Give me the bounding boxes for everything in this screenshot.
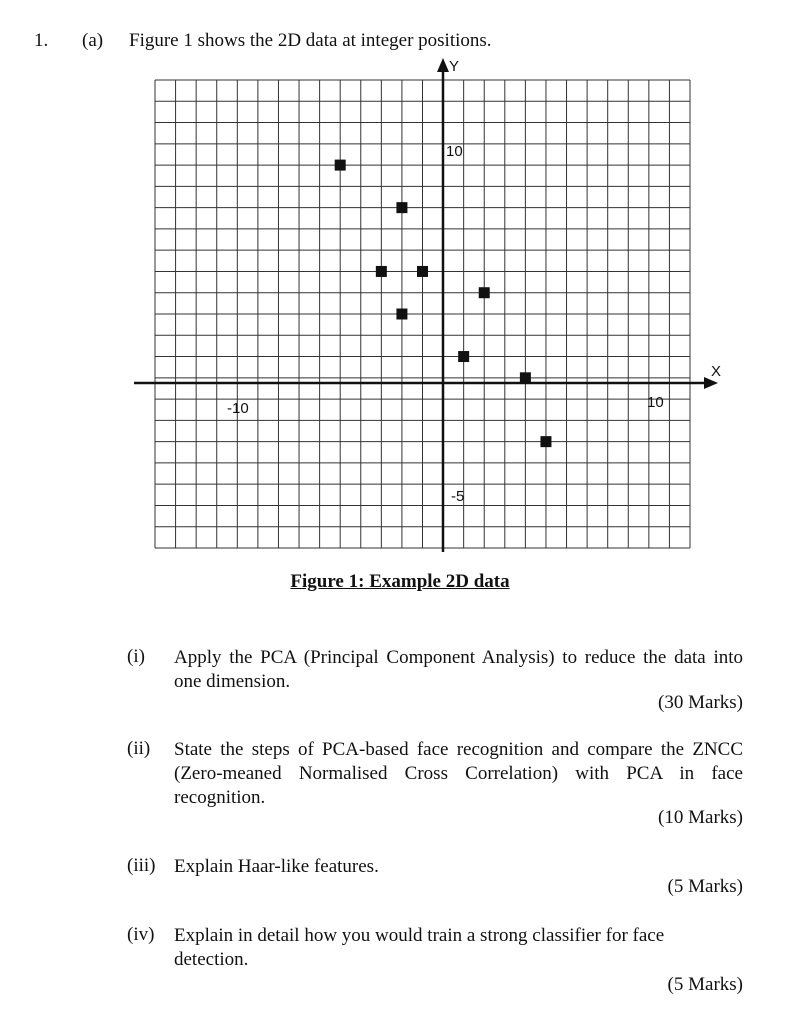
subquestion-text-iii: Explain Haar-like features.: [174, 856, 379, 877]
subquestion-label-iii: (iii): [127, 855, 156, 876]
subquestion-text-iv: Explain in detail how you would train a strong classifier for face detection.: [174, 925, 665, 970]
figure-caption-text: Figure 1: Example 2D data: [290, 571, 510, 592]
subquestion-marks-iii: (5 Marks): [667, 876, 743, 897]
x-tick-label-neg: -10: [227, 400, 249, 417]
data-point-marker: [376, 266, 387, 277]
subquestion-marks-i: (30 Marks): [658, 692, 743, 713]
data-point-marker: [335, 160, 346, 171]
subquestion-marks-iv: (5 Marks): [667, 974, 743, 995]
x-axis-label: X: [711, 363, 722, 380]
question-part-label: (a): [82, 30, 104, 51]
data-point-marker: [396, 309, 407, 320]
subquestion-label-ii: (ii): [127, 738, 151, 759]
axes: [134, 58, 721, 552]
grid: [155, 80, 690, 548]
y-tick-label-neg: -5: [451, 488, 465, 505]
question-number: 1.: [34, 30, 49, 51]
subquestion-text-i: Apply the PCA (Principal Component Analysis) to reduce the data into one dimension.: [174, 647, 743, 692]
question-intro: Figure 1 shows the 2D data at integer positions.: [129, 30, 492, 51]
figure-caption: [0, 571, 800, 593]
subquestion-label-iv: (iv): [127, 924, 155, 945]
x-tick-label-pos: 10: [647, 394, 664, 411]
subquestion-marks-ii: (10 Marks): [658, 807, 743, 828]
y-tick-label-pos: 10: [446, 143, 463, 160]
data-point-marker: [520, 372, 531, 383]
subquestion-label-i: (i): [127, 646, 145, 667]
data-point-marker: [396, 202, 407, 213]
subquestion-text-ii: State the steps of PCA-based face recognition and compare the ZNCC (Zero-meaned Normalised Cross Correlation) with PCA in face recognition.: [174, 739, 743, 808]
y-axis-label: Y: [449, 58, 460, 75]
data-point-marker: [479, 287, 490, 298]
data-point-marker: [417, 266, 428, 277]
y-axis-arrowhead: [437, 58, 449, 72]
data-point-marker: [458, 351, 469, 362]
data-point-marker: [540, 436, 551, 447]
